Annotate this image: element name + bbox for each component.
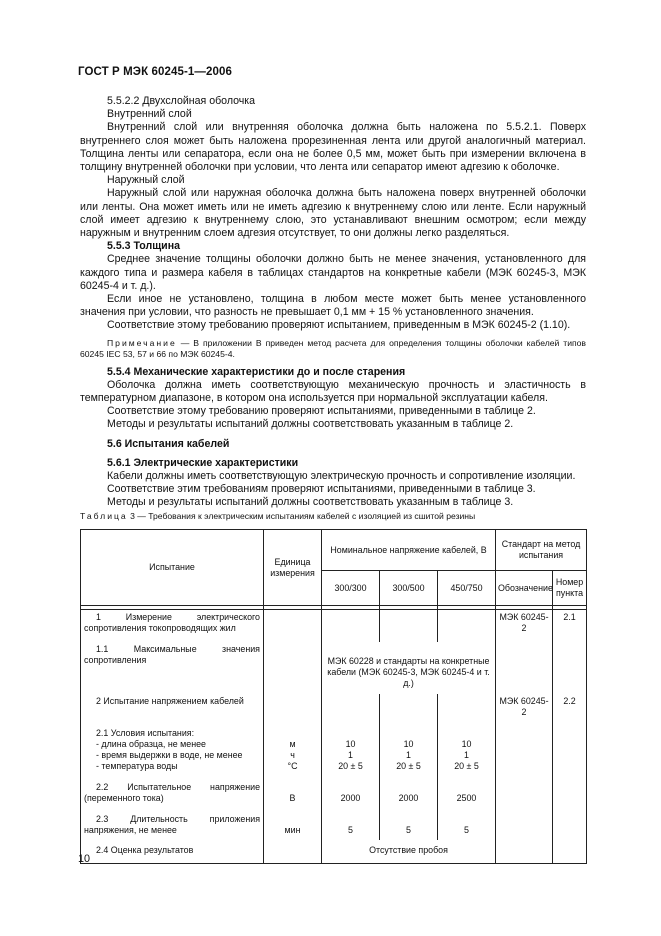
cell-value: 10 bbox=[461, 739, 472, 749]
row-2-3-name: 2.3 Длительность приложения напряжения, не менее bbox=[81, 808, 264, 840]
cell-value: 1 bbox=[406, 750, 411, 760]
table-row bbox=[81, 808, 587, 840]
cell-value: 20 ± 5 bbox=[338, 761, 363, 771]
cell-value: 1 bbox=[464, 750, 469, 760]
row-2-1-item: - температура воды bbox=[96, 761, 178, 771]
inner-layer-text: Внутренний слой или внутренняя оболочка должна быть наложена по 5.5.2.1. Поверх внутреннего слоя может быть наложена прорезиненная лента или другой аналогичный материал. Толщина ленты или сепаратора, если она не более 0,5 мм, может быть при измерении включена в толщину внутренней оболочки при условии, что лента или сепаратор имеют адгезию к оболочке. bbox=[80, 121, 586, 174]
header-voltage-450-750: 450/750 bbox=[438, 571, 496, 606]
row-2-1-units bbox=[264, 726, 322, 776]
header-voltage-300-500: 300/500 bbox=[380, 571, 438, 606]
electrical-paragraph-3: Методы и результаты испытаний должны соответствовать указанным в таблице 3. bbox=[107, 496, 514, 509]
thickness-paragraph-1: Среднее значение толщины оболочки должно быть не менее значения, установленного для каждого типа и размера кабеля в таблицах стандартов на конкретные кабели (МЭК 60245-3, МЭК 60245-4 и т. д.). bbox=[80, 253, 586, 292]
row-2-4-name: 2.4 Оценка результатов bbox=[81, 840, 264, 864]
row-2-clause: 2.2 bbox=[553, 694, 587, 726]
cell-value: 20 ± 5 bbox=[396, 761, 421, 771]
mechanical-paragraph-1: Оболочка должна иметь соответствующую механическую прочность и эластичность в температурном диапазоне, в котором она используется при нормальной эксплуатации кабеля. bbox=[80, 378, 586, 405]
unit-value: м bbox=[289, 739, 296, 749]
table-caption bbox=[80, 511, 475, 521]
row-2-name: 2 Испытание напряжением кабелей bbox=[81, 694, 264, 726]
row-2-1-item: - длина образца, не менее bbox=[96, 739, 206, 749]
row-2-1-item: - время выдержки в воде, не менее bbox=[96, 750, 243, 760]
mechanical-paragraph-2: Соответствие этому требованию проверяют испытаниями, приведенными в таблице 2. bbox=[107, 405, 536, 418]
section-5-6-1-heading: 5.6.1 Электрические характеристики bbox=[107, 456, 299, 469]
mechanical-paragraph-3: Методы и результаты испытаний должны соответствовать указанным в таблице 2. bbox=[107, 418, 514, 431]
note-label: Примечание bbox=[107, 337, 177, 348]
section-5-5-3-heading: 5.5.3 Толщина bbox=[107, 240, 180, 253]
thickness-paragraph-3: Соответствие этому требованию проверяют испытанием, приведенным в МЭК 60245-2 (1.10). bbox=[107, 319, 571, 332]
table-row bbox=[81, 610, 587, 643]
table-row bbox=[81, 840, 587, 864]
row-2-2-value-300-300: 2000 bbox=[322, 776, 380, 808]
header-test: Испытание bbox=[81, 530, 264, 606]
header-designation: Обозначение bbox=[496, 571, 553, 606]
electrical-paragraph-2: Соответствие этим требованиям проверяют испытаниями, приведенными в таблице 3. bbox=[107, 483, 536, 496]
cell-value: 1 bbox=[348, 750, 353, 760]
row-2-2-value-450-750: 2500 bbox=[438, 776, 496, 808]
page-number: 10 bbox=[78, 853, 91, 865]
row-2-1-values-450-750 bbox=[438, 726, 496, 776]
electrical-tests-table bbox=[80, 529, 587, 864]
note bbox=[80, 338, 586, 360]
header-standard: Стандарт на метод испытания bbox=[496, 530, 587, 571]
row-2-3-value-450-750: 5 bbox=[438, 808, 496, 840]
table-row bbox=[81, 642, 587, 694]
unit-value: ч bbox=[290, 750, 295, 760]
row-2-4-value: Отсутствие пробоя bbox=[322, 840, 496, 864]
table-row bbox=[81, 776, 587, 808]
section-5-6-heading: 5.6 Испытания кабелей bbox=[107, 437, 230, 450]
row-2-3-unit: мин bbox=[264, 808, 322, 840]
table-label: Таблица bbox=[80, 511, 128, 521]
inner-layer-title: Внутренний слой bbox=[107, 108, 192, 121]
row-1-1-value: МЭК 60228 и стандарты на конкретные кабели (МЭК 60245-3, МЭК 60245-4 и т. д.) bbox=[322, 642, 496, 694]
section-5-5-2-2: 5.5.2.2 Двухслойная оболочка bbox=[107, 95, 256, 107]
table-title: 3 — Требования к электрическим испытаниям кабелей с изоляцией из сшитой резины bbox=[127, 511, 476, 521]
electrical-paragraph-1: Кабели должны иметь соответствующую электрическую прочность и сопротивление изоляции. bbox=[107, 470, 576, 483]
row-2-2-name: 2.2 Испытательное напряжение (переменного тока) bbox=[81, 776, 264, 808]
row-2-standard: МЭК 60245-2 bbox=[496, 694, 553, 726]
table-row bbox=[81, 726, 587, 776]
table-row bbox=[81, 694, 587, 726]
row-1-1-name: 1.1 Максимальные значения сопротивления bbox=[81, 642, 264, 694]
outer-layer-title: Наружный слой bbox=[107, 174, 185, 187]
document-body bbox=[80, 95, 586, 510]
thickness-paragraph-2: Если иное не установлено, толщина в любом месте может быть менее установленного значения при условии, что разность не превышает 0,1 мм + 15 % установленного значения. bbox=[80, 293, 586, 319]
row-1-clause: 2.1 bbox=[553, 610, 587, 643]
cell-value: 20 ± 5 bbox=[454, 761, 479, 771]
section-5-5-4-heading: 5.5.4 Механические характеристики до и после старения bbox=[107, 365, 406, 378]
row-2-2-unit: В bbox=[264, 776, 322, 808]
row-1-name: 1 Измерение электрического сопротивления токопроводящих жил bbox=[81, 610, 264, 643]
row-1-standard: МЭК 60245-2 bbox=[496, 610, 553, 643]
row-2-1-values-300-300 bbox=[322, 726, 380, 776]
row-2-3-value-300-500: 5 bbox=[380, 808, 438, 840]
row-2-2-value-300-500: 2000 bbox=[380, 776, 438, 808]
note-text: — В приложении В приведен метод расчета для определения толщины оболочки кабелей типов 60245 IEC 53, 57 и 66 по МЭК 60245-4. bbox=[80, 337, 586, 359]
header-unit: Единица измерения bbox=[264, 530, 322, 606]
row-2-1-name bbox=[81, 726, 264, 776]
row-2-1-values-300-500 bbox=[380, 726, 438, 776]
header-voltage-300-300: 300/300 bbox=[322, 571, 380, 606]
row-2-1-title: 2.1 Условия испытания: bbox=[96, 728, 195, 738]
row-2-3-value-300-300: 5 bbox=[322, 808, 380, 840]
header-voltage: Номинальное напряжение кабелей, В bbox=[322, 530, 496, 571]
outer-layer-text: Наружный слой или наружная оболочка должна быть наложена поверх внутренней оболочки или ленты. Она может иметь или не иметь адгезию к внутреннему слою или ленте. Если наружный слой имеет адгезию к внутреннему слою, это устанавливают внешним осмотром; если между наружным и внутренним слоем адгезия отсутствует, то они должны легко разделяться. bbox=[80, 187, 586, 240]
cell-value: 10 bbox=[403, 739, 414, 749]
header-clause: Номер пункта bbox=[553, 571, 587, 606]
cell-value: 10 bbox=[345, 739, 356, 749]
unit-value: °С bbox=[287, 761, 298, 771]
page-header: ГОСТ Р МЭК 60245-1—2006 bbox=[78, 66, 232, 78]
